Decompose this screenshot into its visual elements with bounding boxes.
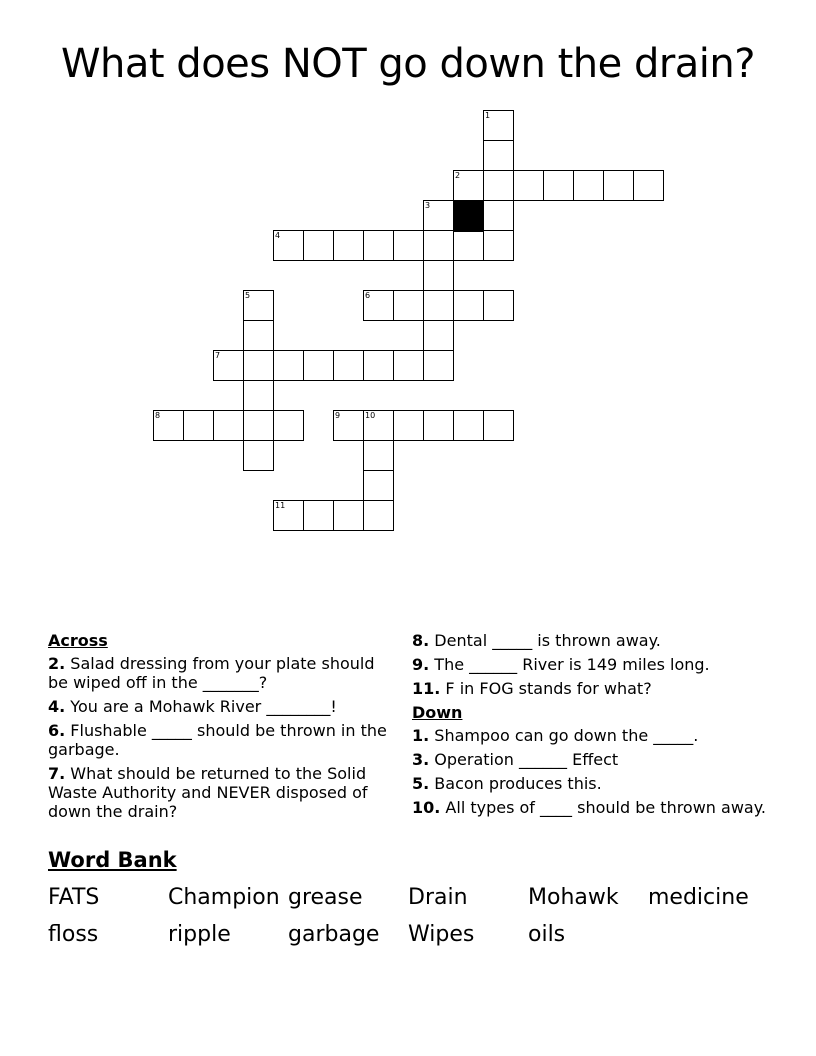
- clue-text: F in FOG stands for what?: [440, 679, 652, 698]
- clue-text: The ______ River is 149 miles long.: [429, 655, 710, 674]
- crossword-cell[interactable]: [363, 470, 394, 501]
- crossword-cell[interactable]: [333, 350, 364, 381]
- crossword-cell[interactable]: [453, 170, 484, 201]
- crossword-cell[interactable]: [483, 410, 514, 441]
- cell-number: 4: [275, 231, 281, 240]
- crossword-cell[interactable]: [273, 500, 304, 531]
- crossword-cell[interactable]: [303, 350, 334, 381]
- word-bank-word: Champion: [168, 885, 280, 910]
- clue-number: 2.: [48, 654, 66, 673]
- crossword-cell[interactable]: [213, 410, 244, 441]
- word-bank-word: grease: [288, 885, 363, 910]
- crossword-cell[interactable]: [483, 290, 514, 321]
- cell-number: 8: [155, 411, 161, 420]
- crossword-cell[interactable]: [423, 290, 454, 321]
- crossword-cell[interactable]: [333, 500, 364, 531]
- clue-number: 3.: [412, 750, 430, 769]
- crossword-cell[interactable]: [453, 230, 484, 261]
- across-clue-2: [48, 654, 388, 692]
- down-clue-5: [412, 774, 772, 793]
- word-bank-word: ripple: [168, 922, 231, 947]
- word-bank-word: medicine: [648, 885, 749, 910]
- crossword-cell[interactable]: [423, 320, 454, 351]
- word-bank-word: floss: [48, 922, 99, 947]
- crossword-cell[interactable]: [483, 110, 514, 141]
- crossword-cell[interactable]: [423, 410, 454, 441]
- crossword-cell[interactable]: [393, 290, 424, 321]
- crossword-cell[interactable]: [333, 410, 364, 441]
- crossword-cell[interactable]: [363, 410, 394, 441]
- crossword-cell[interactable]: [273, 230, 304, 261]
- clue-text: Salad dressing from your plate should be wiped off in the _______?: [48, 654, 375, 692]
- crossword-cell[interactable]: [423, 350, 454, 381]
- clues-left-column: [48, 631, 388, 826]
- crossword-cell[interactable]: [423, 230, 454, 261]
- word-bank-word: oils: [528, 922, 566, 947]
- crossword-cell[interactable]: [453, 410, 484, 441]
- clue-number: 7.: [48, 764, 66, 783]
- crossword-cell[interactable]: [303, 230, 334, 261]
- down-clue-1: [412, 726, 772, 745]
- clue-number: 4.: [48, 697, 66, 716]
- cell-number: 2: [455, 171, 461, 180]
- clue-text: Shampoo can go down the _____.: [429, 726, 699, 745]
- across-heading: Across: [48, 631, 108, 650]
- clue-text: What should be returned to the Solid Waste Authority and NEVER disposed of down the drain?: [48, 764, 368, 821]
- down-heading: Down: [412, 703, 463, 722]
- clue-number: 6.: [48, 721, 66, 740]
- black-cell: [453, 201, 484, 232]
- crossword-cell[interactable]: [363, 230, 394, 261]
- across-clue-11: [412, 679, 772, 698]
- crossword-cell[interactable]: [243, 410, 274, 441]
- across-clue-8: [412, 631, 772, 650]
- cell-number: 11: [275, 501, 286, 510]
- clue-number: 9.: [412, 655, 430, 674]
- crossword-cell[interactable]: [393, 230, 424, 261]
- word-bank-word: Drain: [408, 885, 468, 910]
- down-clue-10: [412, 798, 772, 817]
- crossword-cell[interactable]: [243, 350, 274, 381]
- crossword-cell[interactable]: [483, 200, 514, 231]
- clue-number: 1.: [412, 726, 430, 745]
- crossword-cell[interactable]: [153, 410, 184, 441]
- crossword-cell[interactable]: [183, 410, 214, 441]
- crossword-cell[interactable]: [633, 170, 664, 201]
- cell-number: 5: [245, 291, 251, 300]
- crossword-cell[interactable]: [423, 200, 454, 231]
- crossword-cell[interactable]: [333, 230, 364, 261]
- clue-number: 5.: [412, 774, 430, 793]
- clue-text: All types of ____ should be thrown away.: [440, 798, 766, 817]
- crossword-cell[interactable]: [483, 170, 514, 201]
- clue-text: You are a Mohawk River ________!: [65, 697, 337, 716]
- crossword-cell[interactable]: [603, 170, 634, 201]
- clue-text: Operation ______ Effect: [429, 750, 619, 769]
- cell-number: 6: [365, 291, 371, 300]
- word-bank-heading: Word Bank: [48, 848, 177, 872]
- clue-text: Dental _____ is thrown away.: [429, 631, 661, 650]
- cell-number: 3: [425, 201, 431, 210]
- crossword-cell[interactable]: [363, 440, 394, 471]
- cell-number: 10: [365, 411, 376, 420]
- word-bank-word: FATS: [48, 885, 100, 910]
- cell-number: 9: [335, 411, 341, 420]
- clues-right-column: [412, 631, 772, 822]
- clue-text: Bacon produces this.: [429, 774, 602, 793]
- clue-text: Flushable _____ should be thrown in the garbage.: [48, 721, 387, 759]
- crossword-cell[interactable]: [273, 410, 304, 441]
- crossword-cell[interactable]: [573, 170, 604, 201]
- crossword-cell[interactable]: [393, 410, 424, 441]
- crossword-cell[interactable]: [483, 230, 514, 261]
- across-clue-9: [412, 655, 772, 674]
- crossword-cell[interactable]: [363, 350, 394, 381]
- crossword-cell[interactable]: [243, 290, 274, 321]
- down-clue-3: [412, 750, 772, 769]
- crossword-cell[interactable]: [363, 500, 394, 531]
- cell-number: 7: [215, 351, 221, 360]
- crossword-cell[interactable]: [303, 500, 334, 531]
- crossword-cell[interactable]: [483, 140, 514, 171]
- clue-number: 8.: [412, 631, 430, 650]
- page-title: What does NOT go down the drain?: [60, 41, 756, 87]
- clue-number: 10.: [412, 798, 441, 817]
- crossword-cell[interactable]: [393, 350, 424, 381]
- across-clue-4: [48, 697, 388, 716]
- crossword-cell[interactable]: [363, 290, 394, 321]
- crossword-cell[interactable]: [213, 350, 244, 381]
- crossword-cell[interactable]: [423, 260, 454, 291]
- word-bank-word: garbage: [288, 922, 380, 947]
- word-bank-word: Wipes: [408, 922, 475, 947]
- crossword-cell[interactable]: [243, 440, 274, 471]
- crossword-cell[interactable]: [273, 350, 304, 381]
- crossword-cell[interactable]: [243, 380, 274, 411]
- clue-number: 11.: [412, 679, 441, 698]
- word-bank-word: Mohawk: [528, 885, 619, 910]
- crossword-cell[interactable]: [513, 170, 544, 201]
- crossword-cell[interactable]: [543, 170, 574, 201]
- across-clue-7: [48, 764, 388, 821]
- across-clue-6: [48, 721, 388, 759]
- cell-number: 1: [485, 111, 491, 120]
- crossword-cell[interactable]: [453, 290, 484, 321]
- crossword-cell[interactable]: [243, 320, 274, 351]
